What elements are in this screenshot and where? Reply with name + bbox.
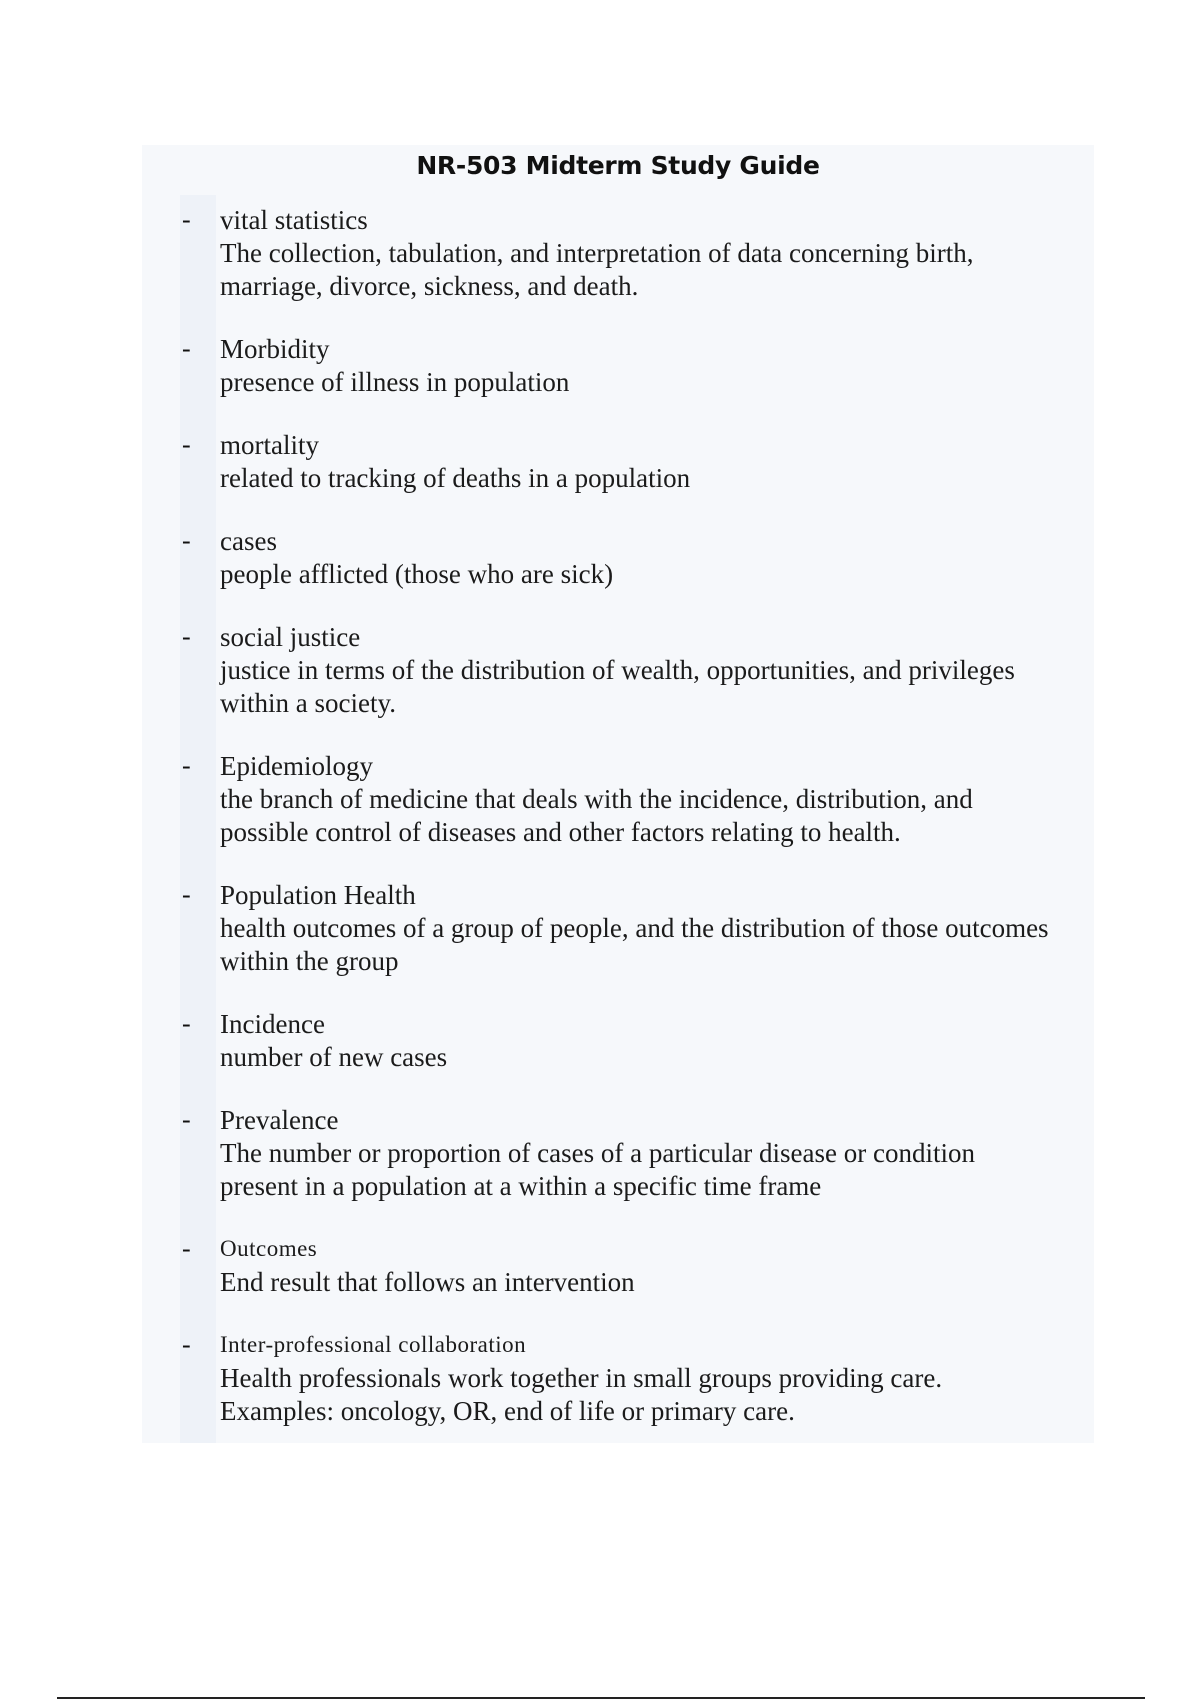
glossary-item-mortality bbox=[180, 428, 1090, 495]
glossary-term: Morbidity bbox=[220, 334, 330, 364]
glossary-item-morbidity bbox=[180, 332, 1090, 399]
footer-rule bbox=[57, 1697, 1145, 1699]
glossary-item-outcomes bbox=[180, 1232, 1090, 1299]
glossary-item-incidence bbox=[180, 1007, 1090, 1074]
glossary-definition: presence of illness in population bbox=[220, 367, 570, 397]
glossary-term: mortality bbox=[220, 430, 319, 460]
glossary-term: vital statistics bbox=[220, 205, 368, 235]
glossary-definition: Health professionals work together in small groups providing care. Examples: oncology, OR, end of life or primary care. bbox=[220, 1363, 943, 1426]
glossary-definition: people afflicted (those who are sick) bbox=[220, 559, 614, 589]
bullet-dash: - bbox=[182, 1009, 191, 1038]
glossary-definition: The collection, tabulation, and interpretation of data concerning birth, marriage, divorce, sickness, and death. bbox=[220, 238, 974, 301]
glossary-term: Population Health bbox=[220, 880, 416, 910]
glossary-item-social-justice bbox=[180, 620, 1090, 720]
bullet-dash: - bbox=[182, 1330, 191, 1359]
bullet-dash: - bbox=[182, 751, 191, 780]
glossary-definition: justice in terms of the distribution of wealth, opportunities, and privileges within a society. bbox=[220, 655, 1015, 718]
glossary-definition: End result that follows an intervention bbox=[220, 1267, 635, 1297]
document-title: NR-503 Midterm Study Guide bbox=[416, 151, 820, 180]
glossary-definition: health outcomes of a group of people, and the distribution of those outcomes within the group bbox=[220, 913, 1049, 976]
bullet-dash: - bbox=[182, 880, 191, 909]
glossary-list bbox=[180, 203, 1090, 1457]
glossary-item-prevalence bbox=[180, 1103, 1090, 1203]
study-guide-content bbox=[142, 145, 1094, 1443]
glossary-term: cases bbox=[220, 526, 277, 556]
glossary-definition: the branch of medicine that deals with the incidence, distribution, and possible control of diseases and other factors relating to health. bbox=[220, 784, 973, 847]
glossary-item-epidemiology bbox=[180, 749, 1090, 849]
glossary-term: Incidence bbox=[220, 1009, 325, 1039]
glossary-term: Outcomes bbox=[220, 1236, 318, 1261]
glossary-definition: related to tracking of deaths in a population bbox=[220, 463, 691, 493]
glossary-term: Inter-professional collaboration bbox=[220, 1332, 527, 1357]
glossary-term: social justice bbox=[220, 622, 361, 652]
glossary-definition: The number or proportion of cases of a particular disease or condition present in a population at a within a specific time frame bbox=[220, 1138, 975, 1201]
glossary-item-population-health bbox=[180, 878, 1090, 978]
glossary-term: Prevalence bbox=[220, 1105, 339, 1135]
bullet-dash: - bbox=[182, 205, 191, 234]
glossary-term: Epidemiology bbox=[220, 751, 373, 781]
glossary-item-interprofessional-collaboration bbox=[180, 1328, 1090, 1428]
glossary-item-vital-statistics bbox=[180, 203, 1090, 303]
bullet-dash: - bbox=[182, 622, 191, 651]
bullet-dash: - bbox=[182, 430, 191, 459]
bullet-dash: - bbox=[182, 1105, 191, 1134]
bullet-dash: - bbox=[182, 334, 191, 363]
bullet-dash: - bbox=[182, 1234, 191, 1263]
glossary-item-cases bbox=[180, 524, 1090, 591]
bullet-dash: - bbox=[182, 526, 191, 555]
glossary-definition: number of new cases bbox=[220, 1042, 448, 1072]
